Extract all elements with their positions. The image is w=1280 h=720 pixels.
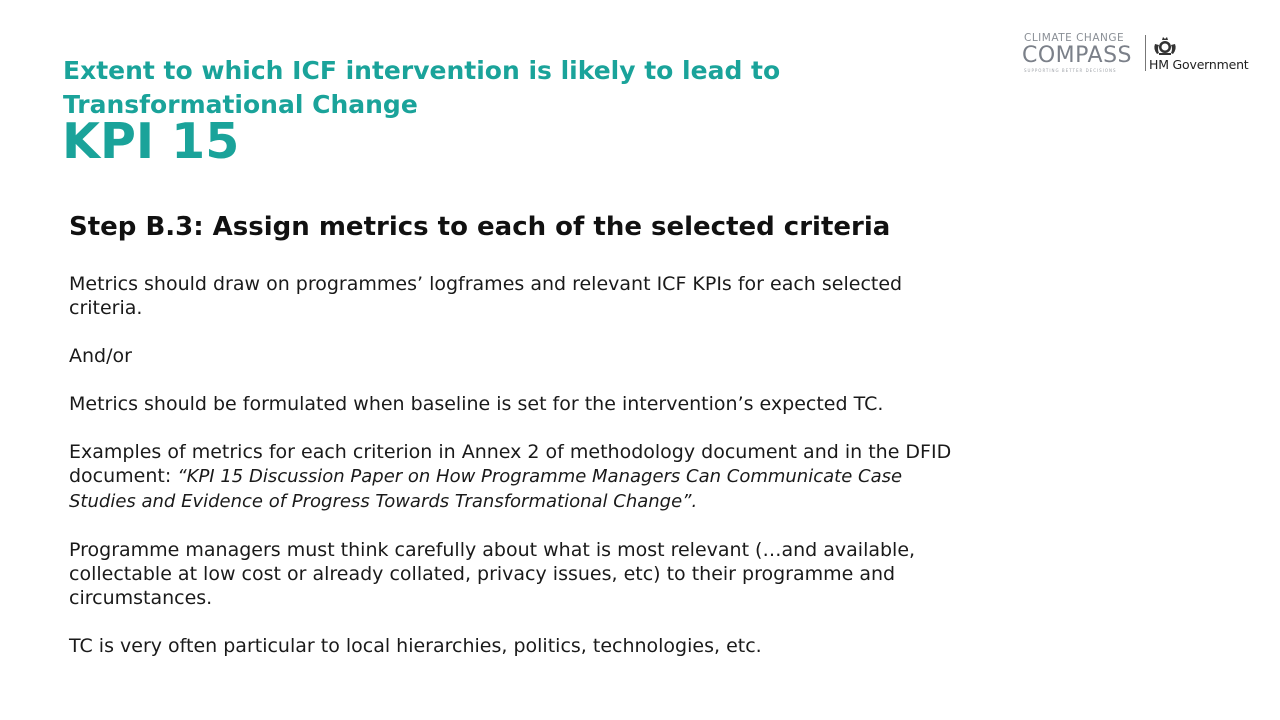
paragraph-metrics-logframes: Metrics should draw on programmes’ logframes and relevant ICF KPIs for each selected criteria. xyxy=(69,273,903,319)
subtitle-line-2: Transformational Change xyxy=(63,90,418,119)
climate-change-text: CLIMATE CHANGE xyxy=(1024,32,1125,44)
slide-subtitle xyxy=(63,54,823,122)
examples-text: Examples of metrics for each criterion in Annex 2 of methodology document and in the DFID document: xyxy=(69,441,952,487)
royal-crest-icon xyxy=(1152,36,1178,56)
paragraph-examples xyxy=(69,440,969,514)
logo-group xyxy=(1022,32,1257,74)
step-title: Step B.3: Assign metrics to each of the selected criteria xyxy=(69,212,891,242)
dfid-document-title: “KPI 15 Discussion Paper on How Programme Managers Can Communicate Case Studies and Evidence of Progress Towards Transformational Change”. xyxy=(69,466,903,512)
paragraph-tc-local: TC is very often particular to local hierarchies, politics, technologies, etc. xyxy=(69,635,762,657)
compass-logo-text: COMPASS xyxy=(1022,43,1132,68)
logo-divider xyxy=(1145,35,1146,71)
slide-body xyxy=(69,208,969,682)
paragraph-and-or: And/or xyxy=(69,345,132,367)
hm-government-text: HM Government xyxy=(1149,57,1249,72)
compass-tagline: SUPPORTING BETTER DECISIONS xyxy=(1024,68,1117,73)
paragraph-programme-managers: Programme managers must think carefully about what is most relevant (…and available, collectable at low cost or already collated, privacy issues, etc) to their programme and circumstances. xyxy=(69,539,916,609)
paragraph-baseline: Metrics should be formulated when baseline is set for the intervention’s expected TC. xyxy=(69,393,884,415)
subtitle-line-1: Extent to which ICF intervention is likely to lead to xyxy=(63,56,781,85)
kpi-title: KPI 15 xyxy=(62,113,240,170)
